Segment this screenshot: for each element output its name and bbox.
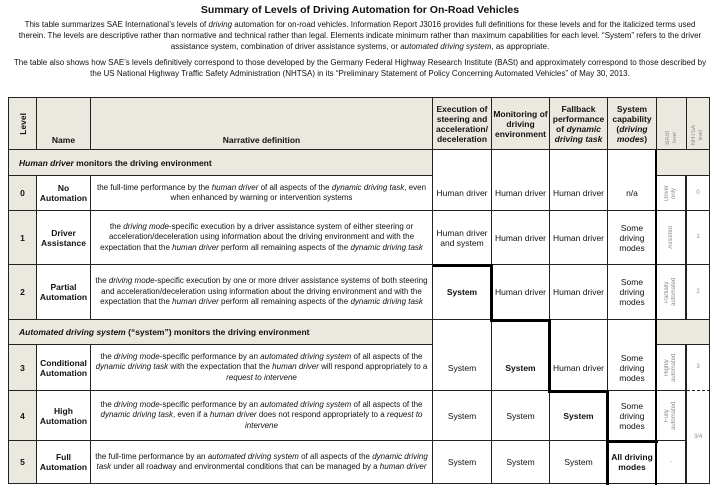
level-number-text: 2 [20, 287, 25, 297]
reference-blank-cell [657, 150, 710, 176]
reference-blank-cell [657, 320, 710, 345]
text-segment: This table summarizes SAE International’s levels of [24, 20, 209, 29]
text-segment: the full-time performance by the [96, 182, 212, 192]
nhtsa-level-text: 3/4 [693, 433, 703, 440]
responsibility-boundary-line [548, 319, 551, 393]
text-segment: the full-time performance by an [95, 451, 208, 461]
capability-text: Some driving modes [619, 352, 645, 383]
italic-term: dynamic driving task [95, 362, 169, 372]
section-heading-automated-system [8, 320, 433, 345]
text-segment: , even when enhanced by warning or intervention systems [170, 182, 427, 202]
level-number-text: 0 [20, 188, 25, 198]
text-segment: automation for on-road vehicles. Information Report J3016 provides full definitions for these levels and for the italicized terms used therein. The levels are descriptive rather than normative and technical rather than legal. Elements indicate minimum rather than maximum capabilities for each level. “System” refers to the driver assistance system, combination of driver assistance systems, or [18, 20, 702, 51]
narrative-definition [91, 345, 433, 391]
text-segment: the [100, 399, 114, 409]
level-name [37, 391, 91, 441]
header-nhtsa [687, 97, 710, 150]
level-name-text: Conditional Automation [39, 357, 88, 378]
level-name [37, 176, 91, 211]
page-title: Summary of Levels of Driving Automation for On-Road Vehicles [200, 4, 520, 16]
fallback-text: Human driver [552, 188, 605, 198]
level-name [37, 211, 91, 265]
narrative-definition [91, 211, 433, 265]
monitoring-text: System [505, 362, 536, 373]
monitoring-cell [492, 345, 550, 391]
header-bast-title: BASt [664, 131, 671, 145]
italic-term: human driver [209, 410, 257, 420]
italic-term: human driver [211, 182, 259, 192]
fallback-cell [550, 176, 608, 211]
responsibility-boundary-line [490, 264, 493, 322]
header-narrative [91, 97, 433, 150]
text-segment: under all roadway and environmental conditions that can be managed by a [111, 462, 380, 471]
narrative-definition [91, 391, 433, 441]
text-segment: , even if a [172, 410, 210, 420]
bast-level-text: - [670, 458, 672, 465]
italic-term: Human driver [19, 157, 74, 168]
level-name [37, 265, 91, 320]
narrative-definition [91, 441, 433, 484]
text-segment: perform all remaining aspects of the [218, 297, 351, 307]
blank-cell [492, 150, 550, 176]
level-number [8, 265, 37, 320]
bast-level-text: Assisted [667, 226, 674, 249]
italic-term: automated driving system [260, 351, 352, 361]
header-narrative-label: Narrative definition [222, 135, 301, 145]
italic-term: human driver [379, 462, 427, 471]
capability-cell [608, 391, 657, 441]
level-name [37, 441, 91, 484]
execution-text: System [447, 410, 477, 421]
responsibility-boundary-line [548, 390, 609, 393]
narrative-text [95, 276, 428, 308]
header-nhtsa-title: NHTSA [691, 124, 697, 145]
level-name-text: No Automation [39, 183, 88, 203]
blank-cell [433, 320, 492, 345]
fallback-text: System [564, 457, 593, 467]
italic-term: automated driving system [207, 451, 299, 461]
nhtsa-level-text: 2 [696, 288, 700, 295]
narrative-text [95, 183, 428, 204]
text-segment: the [95, 276, 109, 286]
header-fallback-label [551, 104, 606, 144]
italic-term: automated driving system [400, 42, 492, 51]
responsibility-boundary-line [606, 440, 658, 443]
text-segment: of all aspects of the [351, 351, 423, 361]
italic-term: human driver [172, 242, 219, 252]
execution-text: System [447, 457, 477, 467]
level-number-text: 4 [20, 410, 25, 421]
execution-text: Human driver and system [436, 227, 488, 248]
fallback-cell [550, 441, 608, 484]
nhtsa-level-cell [687, 176, 710, 211]
text-segment: Fallback performance of [552, 103, 605, 134]
narrative-text [95, 352, 428, 384]
header-name [37, 97, 91, 150]
header-bast-label [665, 131, 679, 145]
monitoring-text: Human driver [494, 287, 547, 297]
header-level-label: Level [17, 112, 28, 135]
fallback-text: Human driver [552, 232, 605, 243]
correspondence-paragraph [12, 57, 708, 79]
execution-text: System [447, 362, 477, 373]
level-number-text: 5 [20, 457, 25, 467]
header-name-label: Name [51, 135, 76, 145]
text-segment: will respond appropriately to a [318, 362, 428, 372]
section-heading-label [19, 158, 212, 168]
intro-paragraph [12, 19, 708, 52]
header-bast-subtitle: level [671, 133, 678, 144]
text-segment: perform all remaining aspects of the [218, 242, 351, 252]
capability-cell [608, 265, 657, 320]
monitoring-text: System [506, 410, 535, 421]
header-nhtsa-label [691, 125, 705, 145]
nhtsa-level-text: 0 [696, 189, 700, 196]
execution-cell [433, 441, 492, 484]
capability-cell [608, 211, 657, 265]
italic-term: driving mode [123, 221, 170, 231]
text-segment: the [100, 351, 114, 361]
level-number-text: 3 [20, 362, 25, 373]
responsibility-boundary-line [433, 264, 493, 267]
bast-level-text: Partially automated [664, 277, 677, 306]
text-segment: the [109, 221, 124, 231]
header-nhtsa-subtitle: level [698, 129, 704, 140]
fallback-cell [550, 211, 608, 265]
execution-text: System [446, 287, 478, 297]
italic-term: Automated driving system [19, 327, 126, 337]
italic-term: automated driving system [260, 399, 352, 409]
text-segment: ) [644, 133, 648, 144]
text-segment: -specific performance by an [159, 399, 261, 409]
level-number [8, 441, 37, 484]
narrative-text [95, 222, 428, 254]
capability-text: All driving modes [611, 452, 653, 472]
header-fallback [550, 97, 608, 150]
monitoring-text: System [506, 457, 535, 467]
text-segment: does not respond appropriately to a [256, 410, 387, 420]
capability-text: n/a [626, 188, 638, 198]
execution-text: Human driver [436, 188, 488, 198]
text-segment: System capability ( [612, 103, 652, 134]
nhtsa-level-text: 1 [696, 234, 700, 240]
header-capability-label [609, 104, 655, 144]
text-segment: of all aspects of the [351, 399, 423, 409]
blank-cell [608, 320, 657, 345]
italic-term: dynamic driving task [331, 182, 405, 192]
text-segment: The table also shows how SAE’s levels definitively correspond to those developed by the Germany Federal Highway Research Institute (BASt) and approximately correspond to those described by the US National Highway Traffic Safety Administration (NHTSA) in its “Preliminary Statement of Policy Concerning Automated Vehicles” of May 30, 2013. [13, 58, 707, 78]
level-number [8, 211, 37, 265]
bast-level-text: Highly automated [664, 353, 677, 382]
blank-cell [550, 150, 608, 176]
italic-term: dynamic driving task [350, 297, 423, 307]
capability-text: Some driving modes [619, 222, 645, 253]
nhtsa-level-cell [687, 265, 710, 320]
header-monitoring-label: Monitoring of driving environment [493, 108, 548, 139]
level-name-text: Partial Automation [39, 282, 88, 302]
header-bast [657, 97, 687, 150]
execution-cell [433, 391, 492, 441]
bast-level-cell [657, 441, 687, 484]
italic-term: dynamic driving task [554, 123, 603, 144]
capability-cell [608, 345, 657, 391]
text-segment: with the expectation that the [168, 362, 273, 372]
monitoring-cell [492, 391, 550, 441]
narrative-text [95, 400, 428, 432]
execution-cell [433, 345, 492, 391]
nhtsa-level-cell [687, 211, 710, 265]
level-number [8, 345, 37, 391]
italic-term: driving mode [113, 399, 160, 409]
bast-level-cell [657, 265, 687, 320]
bast-level-cell [657, 176, 687, 211]
narrative-definition [91, 265, 433, 320]
execution-cell [433, 265, 492, 320]
level-number [8, 176, 37, 211]
header-monitoring [492, 97, 550, 150]
monitoring-cell [492, 211, 550, 265]
fallback-text: System [563, 410, 594, 421]
capability-text: Some driving modes [619, 400, 645, 431]
fallback-cell [550, 391, 608, 441]
capability-text: Some driving modes [619, 277, 645, 307]
section-heading-human-driver [8, 150, 433, 176]
monitoring-cell [492, 176, 550, 211]
execution-cell [433, 211, 492, 265]
narrative-text [95, 452, 428, 473]
execution-cell [433, 176, 492, 211]
bast-level-cell [657, 211, 687, 265]
bast-level-cell [657, 345, 687, 391]
italic-term: driving mode [113, 351, 160, 361]
fallback-cell [550, 265, 608, 320]
italic-term: request to intervene [226, 372, 297, 382]
responsibility-boundary-line [490, 319, 551, 322]
header-capability [608, 97, 657, 150]
capability-cell [608, 176, 657, 211]
header-level [8, 97, 37, 150]
italic-term: human driver [172, 297, 219, 307]
blank-cell [433, 150, 492, 176]
monitoring-text: Human driver [494, 232, 547, 243]
nhtsa-level-text: 3 [696, 364, 700, 370]
monitoring-cell [492, 265, 550, 320]
level-name [37, 345, 91, 391]
text-segment: (“system”) monitors the driving environment [125, 327, 310, 337]
reference-columns-divider [655, 150, 657, 485]
text-segment: -specific performance by an [159, 351, 261, 361]
text-segment: -specific execution by one or more driver assistance systems of both steering and acceleration/deceleration using information about the driving environment and with the expectation that the [100, 276, 428, 307]
fallback-cell [550, 345, 608, 391]
blank-cell [608, 150, 657, 176]
italic-term: request to intervene [245, 410, 423, 430]
nhtsa-level-cell [687, 345, 710, 391]
nhtsa-level-cell-merged [687, 391, 710, 484]
text-segment: of all aspects of the [298, 451, 373, 461]
text-segment: -specific execution by a driver assistance system of either steering or acceleration/deceleration using information about the driving environment and with the expectation that the [100, 221, 415, 252]
bast-level-cell [657, 391, 687, 441]
header-execution [433, 97, 492, 150]
blank-cell [550, 320, 608, 345]
responsibility-boundary-line [606, 390, 609, 485]
italic-term: dynamic driving task [350, 242, 423, 252]
bast-level-text: Fully automated [664, 401, 677, 430]
narrative-definition [91, 176, 433, 211]
italic-term: driving mode [108, 276, 155, 286]
text-segment: monitors the driving environment [73, 157, 212, 168]
level-name-text: Full Automation [39, 452, 88, 472]
bast-level-text: Driver only [664, 185, 677, 201]
section-heading-label [19, 327, 309, 337]
italic-term: dynamic driving task [100, 410, 173, 420]
level-name-text: Driver Assistance [41, 227, 86, 248]
fallback-text: Human driver [552, 362, 605, 373]
fallback-text: Human driver [552, 287, 605, 297]
text-segment: of all aspects of the [258, 182, 332, 192]
level-name-text: High Automation [39, 405, 88, 426]
italic-term: dynamic driving task [96, 451, 428, 471]
text-segment: , as appropriate. [491, 42, 550, 51]
level-number-text: 1 [20, 232, 25, 243]
capability-cell [608, 441, 657, 484]
italic-term: driving modes [616, 123, 648, 144]
monitoring-cell [492, 441, 550, 484]
level-number [8, 391, 37, 441]
italic-term: human driver [272, 362, 319, 372]
monitoring-text: Human driver [494, 188, 547, 198]
header-execution-label: Execution of steering and acceleration/ deceleration [436, 103, 488, 144]
italic-term: driving [208, 20, 233, 29]
blank-cell [492, 320, 550, 345]
